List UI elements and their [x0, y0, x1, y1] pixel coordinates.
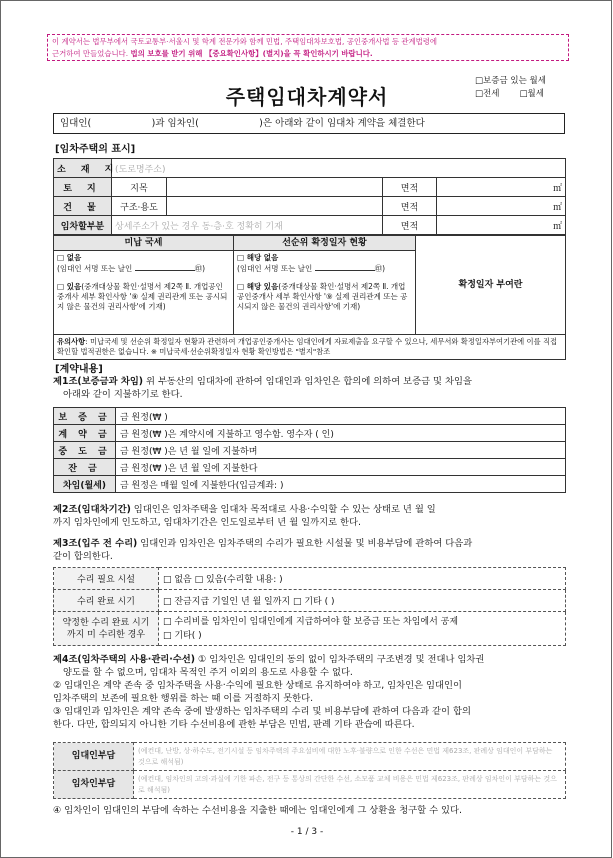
leased-part-field[interactable]: 상세주소가 있는 경우 동·층·호 정확히 기재 [112, 216, 383, 235]
legal-notice-box [47, 34, 569, 61]
label-deposit: 보 증 금 [54, 408, 116, 425]
caution-note [54, 335, 566, 360]
landlord-burden-field[interactable]: (예컨대, 난방, 상·하수도, 전기시설 등 임차주택의 주요설비에 대한 노후·불량으로 인한 수선은 민법 제623조, 판례상 임대인이 부담하는 것으로 해석됨) [134, 743, 566, 771]
land-area-field[interactable]: ㎡ [437, 178, 566, 197]
repair-failure-field [159, 612, 566, 646]
deposit-field[interactable]: 금 원정(₩ ) [116, 408, 566, 425]
seal-mark: ㊞) [194, 264, 206, 273]
building-area-field[interactable]: ㎡ [437, 197, 566, 216]
article-4 [53, 653, 565, 731]
parties-statement: 임대인( )과 임차인( )은 아래와 같이 임대차 계약을 체결한다 [53, 113, 565, 134]
article-2-title: 제2조(임대차기간) [53, 504, 131, 515]
checkbox-monthly[interactable]: □월세 [519, 89, 544, 99]
article-2-text: 임대인은 임차주택을 임대차 목적대로 사용·수익할 수 있는 상태로 년 월 일 [130, 504, 436, 515]
label-down-payment: 계 약 금 [54, 425, 116, 442]
article-1 [53, 375, 565, 401]
property-table [53, 158, 566, 235]
notice-line-1: 이 계약서는 법무부에서 국토교통부·서울시 및 학계 전문가와 함께 민법, 주택임대차보호법, 공인중개사법 등 관계법령에 [52, 37, 438, 46]
caution-text: : 미납국세 및 선순위 확정일자 현황과 관련하여 개업공인중개사는 임대인에게 자료제출을 요구할 수 있으나, 세무서와 확정일자부여기관에 이를 직접 확인할 법적권한은 없습니다. ※ 미납국세·선순위확정일자 현황 확인방법은 "별지"참조 [57, 337, 558, 356]
header-priority-date: 선순위 확정일자 현황 [234, 236, 416, 251]
label-repair-failure [54, 612, 159, 646]
article-4-text-6: 한다. 다만, 합의되지 아니한 기타 수선비용에 관한 부담은 민법, 판례 기타 관습에 따른다. [53, 719, 415, 730]
article-4-text-5: ③ 임대인과 임차인은 계약 존속 중에 발생하는 임차주택의 수리 및 비용부담에 관하여 다음과 같이 합의 [53, 706, 471, 717]
repair-failure-label-1: 약정한 수리 완료 시기 [62, 617, 150, 628]
article-4-clause-4: ④ 임차인이 임대인의 부담에 속하는 수선비용을 지출한 때에는 임대인에게 그 상환을 청구할 수 있다. [53, 805, 462, 816]
checkbox-tax-none[interactable]: □ 없음 [57, 253, 82, 262]
tax-exists-text: (중개대상물 확인·설명서 제2쪽 Ⅱ. 개업공인중개사 세부 확인사항 '⑨ 실제 권리관계 또는 공시되지 않은 물건의 권리사항'에 기재) [57, 282, 228, 311]
page-number: - 1 / 3 - [290, 827, 324, 837]
structure-field[interactable] [167, 197, 383, 216]
signature-line[interactable] [135, 263, 195, 271]
repair-table [53, 567, 566, 646]
label-middle-payment: 중 도 금 [54, 442, 116, 459]
address-field[interactable]: (도로명주소) [112, 159, 566, 178]
tax-none-sign-text: (임대인 서명 또는 날인 [57, 264, 133, 273]
label-repair-complete: 수리 완료 시기 [54, 590, 159, 612]
priority-date-cell [234, 251, 416, 335]
repair-complete-field[interactable]: □ 잔금지급 기일인 년 월 일까지 □ 기타 ( ) [159, 590, 566, 612]
caution-label: 유의사항 [57, 337, 86, 346]
priority-exists-text: (중개대상물 확인·설명서 제2쪽 Ⅱ. 개업공인중개사 세부 확인사항 '⑨ 실제 권리관계 또는 공시되지 않은 물건의 권리사항'에 기재) [237, 282, 408, 311]
article-4-title: 제4조(임차주택의 사용·관리·수선) [53, 654, 196, 665]
fixed-date-area: 확정일자 부여란 [416, 236, 566, 335]
label-building: 건 물 [54, 197, 112, 216]
article-2-text-2: 까지 임차인에게 인도하고, 임대차기간은 인도일로부터 년 월 일까지로 한다. [53, 517, 361, 528]
label-repair-needed: 수리 필요 시설 [54, 568, 159, 590]
article-4-text-1: ① 임차인은 임대인의 동의 없이 임차주택의 구조변경 및 전대나 임차권 [195, 654, 485, 665]
balance-field[interactable]: 금 원정(₩ )은 년 월 일에 지불한다 [116, 459, 566, 476]
checkbox-deduct-repair[interactable]: □ 수리비를 임차인이 임대인에게 지급하여야 할 보증금 또는 차임에서 공제 [163, 616, 459, 627]
label-address: 소 재 지 [54, 159, 112, 178]
land-category-field[interactable] [167, 178, 383, 197]
article-3-title: 제3조(입주 전 수리) [53, 538, 138, 549]
notice-emphasis: 법의 보호를 받기 위해 【중요확인사항】(별지)을 꼭 확인하시기 바랍니다. [130, 49, 373, 58]
section-heading-contract: [계약내용] [55, 364, 103, 375]
header-unpaid-tax: 미납 국세 [54, 236, 234, 251]
label-land-area: 면적 [383, 178, 437, 197]
label-landlord-burden: 임대인부담 [54, 743, 134, 771]
article-4-text-2: 양도를 할 수 없으며, 임대차 목적인 주거 이외의 용도로 사용할 수 없다. [63, 667, 353, 678]
label-land: 토 지 [54, 178, 112, 197]
checkbox-tax-exists[interactable]: □ 있음 [57, 282, 82, 291]
unpaid-tax-cell [54, 251, 234, 335]
article-3-text-2: 같이 합의한다. [53, 551, 113, 562]
checkbox-jeonse[interactable]: □전세 [475, 89, 500, 99]
label-leased-area: 면적 [383, 216, 437, 235]
label-tenant-burden: 임차인부담 [54, 771, 134, 799]
checkbox-deposit-monthly[interactable]: □보증금 있는 월세 [475, 76, 546, 86]
seal-mark: ㊞) [374, 264, 386, 273]
notice-line-2: 근거하여 만들었습니다. [52, 49, 131, 58]
priority-none-sign-text: (임대인 서명 또는 날인 [237, 264, 313, 273]
repair-burden-table [53, 742, 566, 799]
article-3 [53, 537, 565, 563]
tenant-burden-field[interactable]: (예컨대, 임차인의 고의·과실에 기한 파손, 전구 등 통상의 간단한 수선, 소모품 교체 비용은 민법 제623조, 판례상 임차인이 부담하는 것으로 해석됨) [134, 771, 566, 799]
signature-line[interactable] [315, 263, 375, 271]
payment-table [53, 407, 566, 493]
monthly-rent-field[interactable]: 금 원정은 매월 일에 지불한다(입금계좌: ) [116, 476, 566, 493]
section-heading-property: [임차주택의 표시] [55, 144, 136, 155]
label-leased-part: 임차할부분 [54, 216, 112, 235]
label-monthly-rent: 차임(월세) [54, 476, 116, 493]
document-title: 주택임대차계약서 [225, 85, 389, 109]
repair-failure-label-2: 까지 미 수리한 경우 [66, 629, 146, 640]
contract-type-options [475, 75, 585, 101]
label-structure: 구조·용도 [112, 197, 167, 216]
checkbox-repair-other[interactable]: □ 기타( ) [163, 630, 202, 641]
article-1-text: 위 부동산의 임대차에 관하여 임대인과 임차인은 합의에 의하여 보증금 및 차임을 [143, 376, 472, 387]
checkbox-priority-exists[interactable]: □ 해당 있음 [237, 282, 279, 291]
article-4-text-4: 임차주택의 보존에 필요한 행위를 하는 때 이를 거절하지 못한다. [53, 693, 314, 704]
label-balance: 잔 금 [54, 459, 116, 476]
article-4-text-3: ② 임대인은 계약 존속 중 임차주택을 사용·수익에 필요한 상태로 유지하여야 하고, 임차인은 임대인이 [53, 680, 462, 691]
article-1-text-2: 아래와 같이 지불하기로 한다. [63, 389, 183, 400]
label-land-category: 지목 [112, 178, 167, 197]
checkbox-priority-none[interactable]: □ 해당 없음 [237, 253, 279, 262]
label-building-area: 면적 [383, 197, 437, 216]
repair-needed-field[interactable]: □ 없음 □ 있음(수리할 내용: ) [159, 568, 566, 590]
tax-priority-table [53, 235, 566, 360]
article-3-text: 임대인과 임차인은 임차주택의 수리가 필요한 시설물 및 비용부담에 관하여 다음과 [137, 538, 473, 549]
article-2 [53, 503, 565, 529]
article-1-title: 제1조(보증금과 차임) [53, 376, 144, 387]
leased-area-field[interactable]: ㎡ [437, 216, 566, 235]
down-payment-field[interactable]: 금 원정(₩ )은 계약시에 지불하고 영수함. 영수자 ( 인) [116, 425, 566, 442]
middle-payment-field[interactable]: 금 원정(₩ )은 년 월 일에 지불하며 [116, 442, 566, 459]
